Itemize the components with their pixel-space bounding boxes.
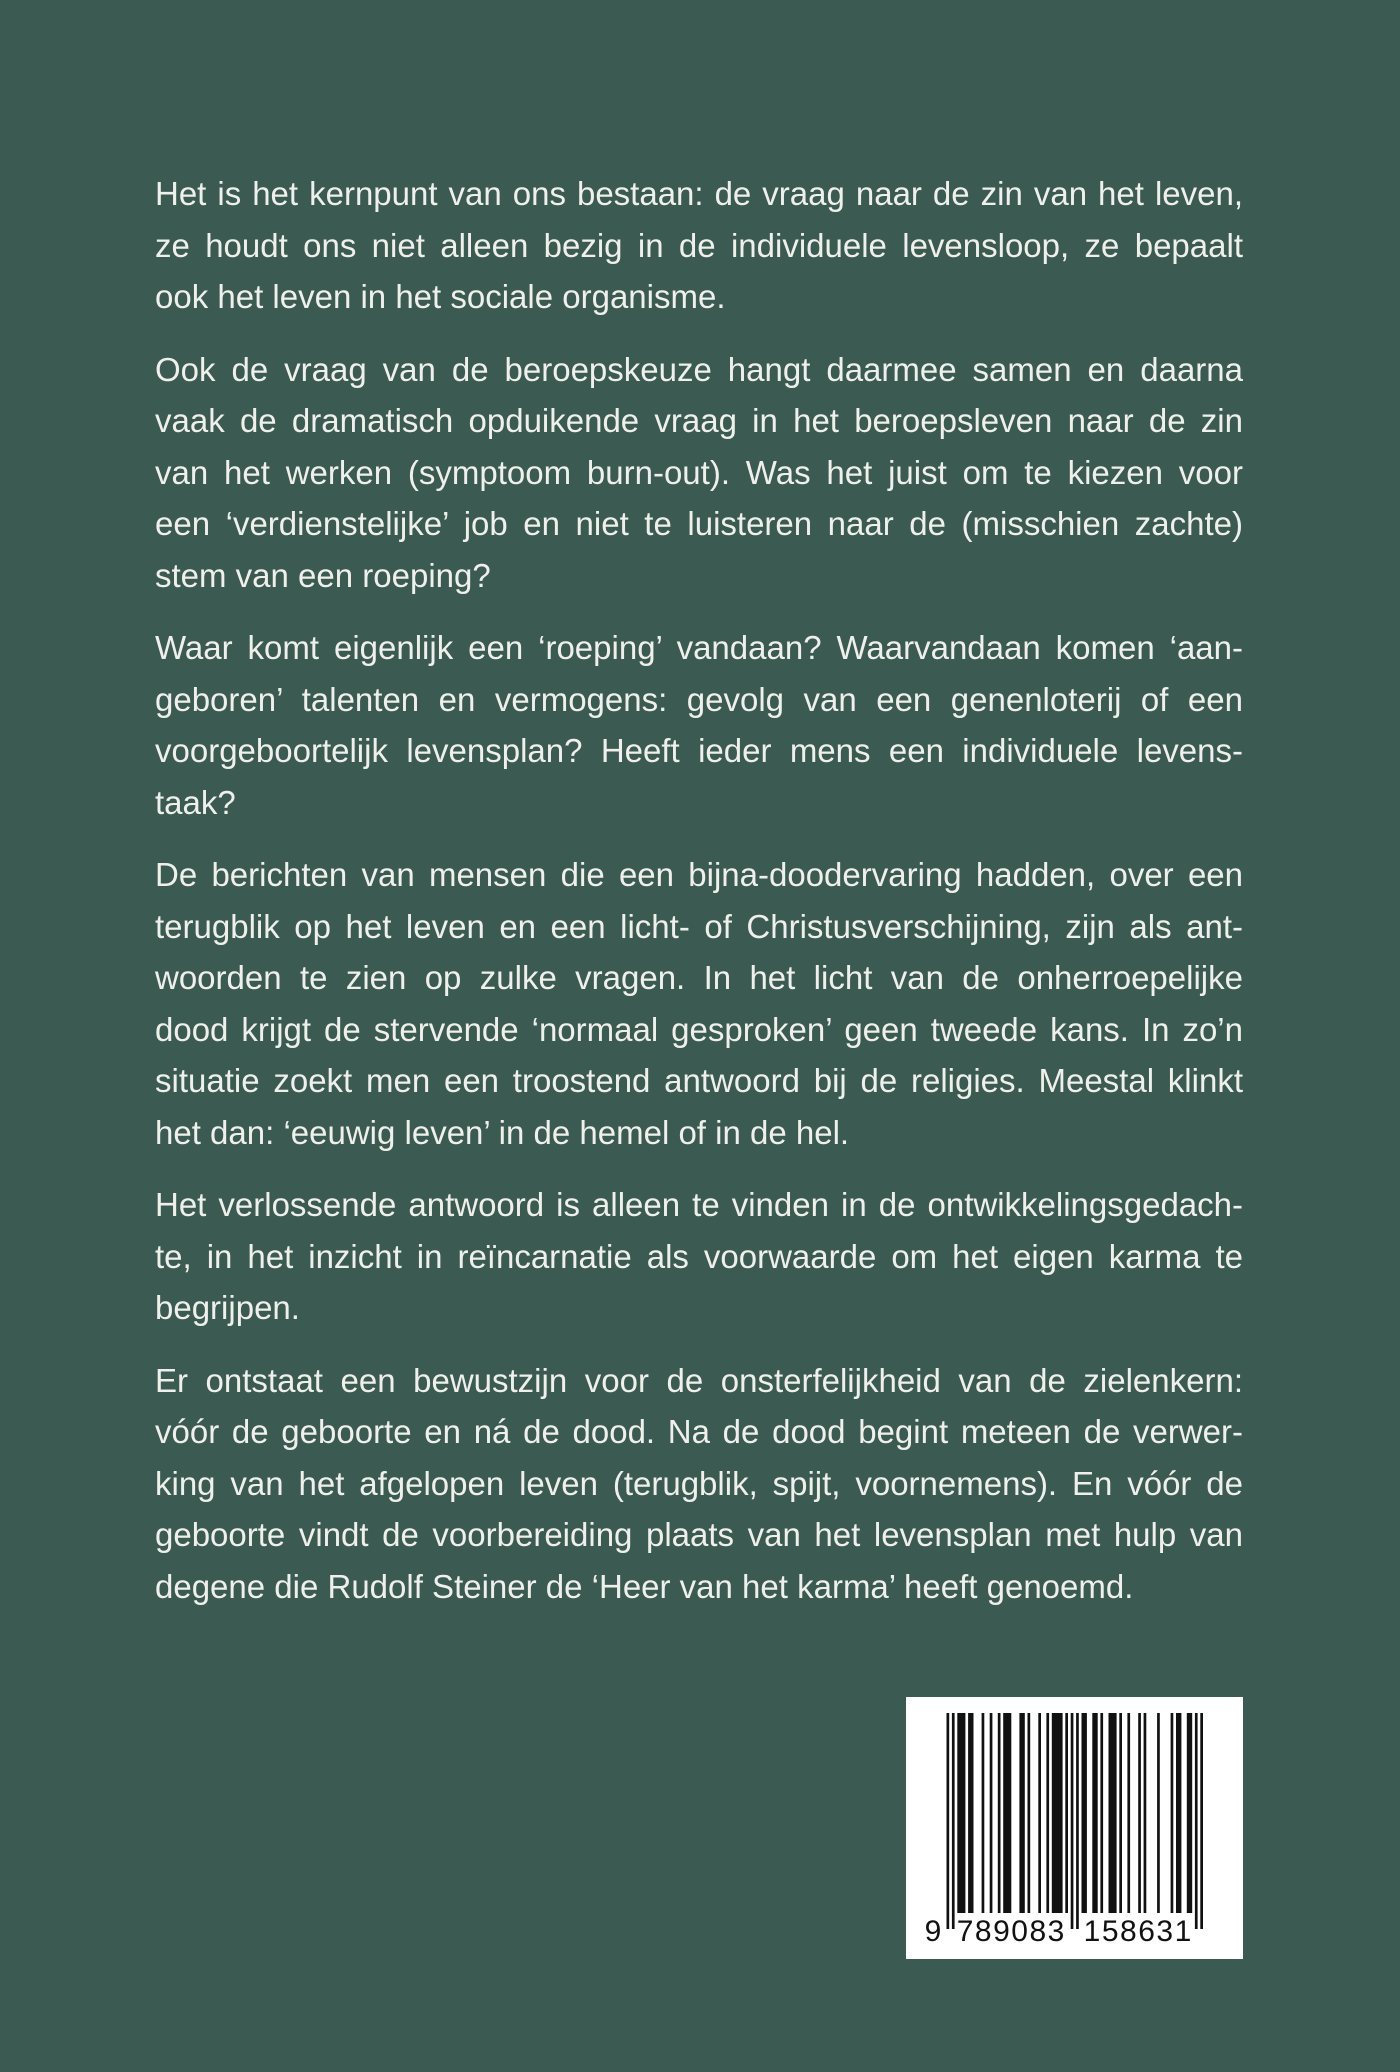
barcode-bar [1003, 1713, 1011, 1913]
blurb-line: geboorte vindt de voorbereiding plaats van het levensplan met hulp van [155, 1516, 1243, 1553]
blurb-paragraph [155, 1179, 1243, 1334]
barcode-bar [982, 1713, 985, 1913]
blurb-paragraph [155, 168, 1243, 323]
blurb-line: Ook de vraag van de beroepskeuze hangt daarmee samen en daarna [155, 350, 1243, 388]
barcode-bar [957, 1713, 965, 1913]
blurb-line: Er ontstaat een bewustzijn voor de onsterfelijkheid van de zielenkern: [155, 1361, 1243, 1399]
blurb-line: terugblik op het leven en een licht- of Christusverschijning, zijn als ant- [155, 907, 1243, 945]
blurb-line: het dan: ‘eeuwig leven’ in de hemel of in de hel. [155, 1113, 850, 1151]
barcode-bar [1052, 1713, 1063, 1913]
barcode-bar [1187, 1713, 1192, 1913]
barcode-bar [1138, 1713, 1141, 1913]
blurb-paragraph [155, 849, 1243, 1158]
blurb-line: Het is het kernpunt van ons bestaan: de vraag naar de zin van het leven, [155, 175, 1243, 212]
barcode-bar [1092, 1713, 1097, 1913]
barcode-left-digits: 789083 [956, 1915, 1066, 1948]
barcode-bar [990, 1713, 993, 1913]
barcode-bar [1028, 1713, 1031, 1913]
barcode-guard-bar [1071, 1713, 1074, 1929]
blurb-line: stem van een roeping? [155, 556, 491, 594]
barcode-bar [998, 1713, 1001, 1913]
blurb-line: begrijpen. [155, 1289, 300, 1326]
blurb-line: ook het leven in het sociale organisme. [155, 278, 726, 315]
barcode-bar [1119, 1713, 1122, 1913]
barcode-lead-digit: 9 [924, 1915, 942, 1948]
barcode-bar [1144, 1713, 1147, 1913]
blurb-line: king van het afgelopen leven (terugblik, spijt, voornemens). En vóór de [155, 1464, 1243, 1502]
blurb-line: vaak de dramatisch opduikende vraag in het beroepsleven naar de zin [155, 402, 1243, 439]
barcode-bar [1065, 1713, 1068, 1913]
barcode-bar [1100, 1713, 1103, 1913]
barcode-bar [1082, 1713, 1087, 1913]
blurb-line: situatie zoekt men een troostend antwoord bij de religies. Meestal klinkt [155, 1062, 1243, 1099]
barcode-bar [1176, 1713, 1181, 1913]
blurb-line: degene die Rudolf Steiner de ‘Heer van het karma’ heeft genoemd. [155, 1567, 1134, 1605]
blurb-line: woorden te zien op zulke vragen. In het licht van de onherroepelijke [155, 959, 1243, 996]
blurb-line: van het werken (symptoom burn-out). Was het juist om te kiezen voor [155, 453, 1243, 491]
blurb-text [155, 168, 1243, 1633]
barcode-guard-bar [947, 1713, 950, 1929]
barcode-guard-bar [1200, 1713, 1203, 1929]
blurb-line: vóór de geboorte en ná de dood. Na de dood begint meteen de verwer- [155, 1413, 1243, 1450]
blurb-line: een ‘verdienstelijke’ job en niet te luisteren naar de (misschien zachte) [155, 505, 1243, 542]
blurb-line: De berichten van mensen die een bijna-doodervaring hadden, over een [155, 856, 1243, 893]
barcode-bar [1019, 1713, 1024, 1913]
blurb-line: te, in het inzicht in reïncarnatie als voorwaarde om het eigen karma te [155, 1237, 1243, 1275]
blurb-paragraph [155, 622, 1243, 828]
blurb-line: ze houdt ons niet alleen bezig in de individuele levensloop, ze bepaalt [155, 226, 1243, 264]
barcode-label [906, 1697, 1243, 1959]
blurb-line: Het verlossende antwoord is alleen te vinden in de ontwikkelingsgedach- [155, 1186, 1243, 1223]
barcode-bar [1157, 1713, 1160, 1913]
barcode-guard-bar [952, 1713, 955, 1929]
barcode-bar [1171, 1713, 1174, 1913]
barcode-bar [968, 1713, 973, 1913]
barcode-bar [1109, 1713, 1117, 1913]
blurb-paragraph [155, 1355, 1243, 1613]
barcode-bar [1038, 1713, 1041, 1913]
barcode-right-digits: 158631 [1083, 1915, 1193, 1948]
blurb-line: Waar komt eigenlijk een ‘roeping’ vandaan? Waarvandaan komen ‘aan- [155, 629, 1243, 666]
blurb-line: geboren’ talenten en vermogens: gevolg van een genenloterij of een [155, 680, 1243, 718]
blurb-paragraph [155, 344, 1243, 602]
ean-barcode [906, 1697, 1243, 1959]
blurb-line: taak? [155, 783, 236, 821]
barcode-bar [1127, 1713, 1130, 1913]
barcode-guard-bar [1076, 1713, 1079, 1929]
blurb-line: voorgeboortelijk levensplan? Heeft ieder mens een individuele levens- [155, 732, 1243, 769]
barcode-bars [947, 1713, 1204, 1929]
barcode-bar [1046, 1713, 1049, 1913]
barcode-guard-bar [1195, 1713, 1198, 1929]
blurb-line: dood krijgt de stervende ‘normaal gesproken’ geen tweede kans. In zo’n [155, 1010, 1243, 1048]
